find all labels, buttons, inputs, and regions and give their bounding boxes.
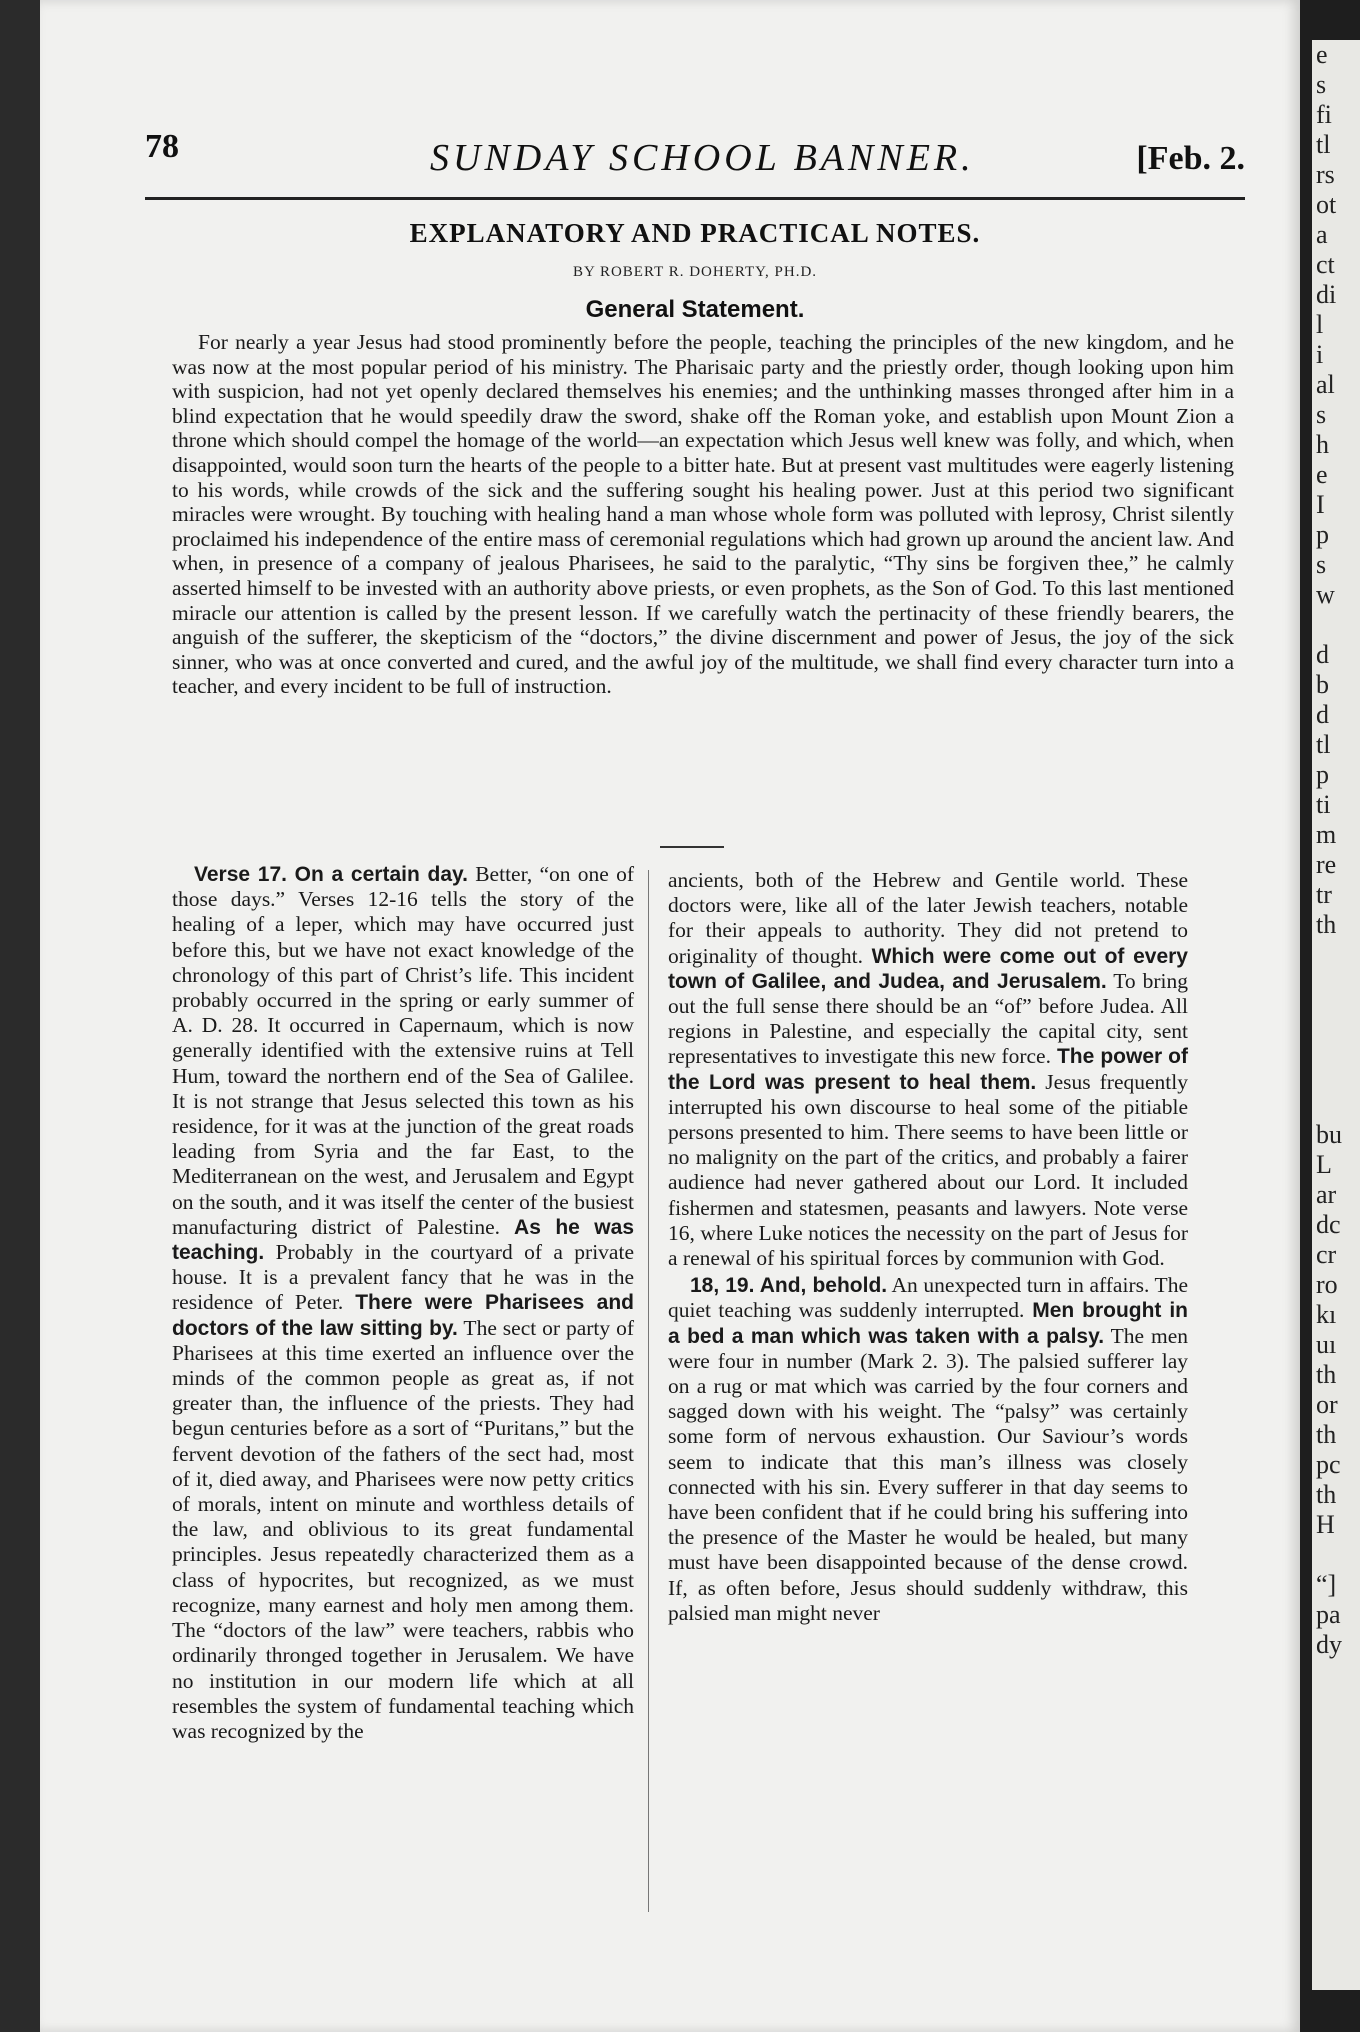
adjacent-page-fragment: i [1316,340,1324,369]
adjacent-page-fragment: re [1316,850,1337,879]
magazine-title: SUNDAY SCHOOL BANNER. [430,137,975,179]
adjacent-page-fragment: L [1316,1150,1332,1179]
adjacent-page-fragment: s [1316,550,1327,579]
phrase-heading: The power of the Lord was present to heal them. [668,1045,1188,1094]
adjacent-page-fragment: b [1316,670,1329,699]
adjacent-page-fragment: th [1316,1420,1337,1449]
adjacent-page-fragment: e [1316,40,1328,69]
right-column [668,868,1188,1626]
adjacent-page-fragment: ot [1316,190,1337,219]
adjacent-page-fragment: p [1316,520,1329,549]
adjacent-page-fragment: fi [1316,100,1332,129]
adjacent-page-fragment: p [1316,760,1329,789]
adjacent-page-fragment: pc [1316,1450,1341,1479]
adjacent-page-fragment [1312,970,1360,1000]
adjacent-page-fragment: ti [1316,790,1331,819]
adjacent-page-fragment: I [1316,490,1325,519]
phrase-heading: There were Pharisees and doctors of the law sitting by. [172,1291,634,1340]
adjacent-page-fragment: “] [1316,1570,1337,1599]
adjacent-page-fragment: tl [1316,130,1331,159]
adjacent-page-fragment: th [1316,910,1337,939]
adjacent-page-fragment: d [1316,700,1329,729]
adjacent-page-fragment: a [1316,220,1328,249]
adjacent-page-fragment: pa [1316,1600,1341,1629]
adjacent-page-fragment: d [1316,640,1329,669]
adjacent-page-fragment: th [1316,1360,1337,1389]
intro-paragraph: For nearly a year Jesus had stood prominently before the people, teaching the principles of the new kingdom, and he was now at the most popular period of his ministry. The Pharisaic party and the priestly order, though looking upon him with suspicion, had not yet openly declared themselves his enemies; and the unthinking masses thronged after him in a blind expectation that he would speedily draw the sword, shake off the Roman yoke, and establish upon Mount Zion a throne which should compel the homage of the world—an expectation which Jesus well knew was folly, and which, when disappointed, would soon turn the hearts of the people to a bitter hate. But at present vast multitudes were eagerly listening to his words, while crowds of the sick and the suffering sought his healing power. Just at this period two significant miracles were wrought. By touching with healing hand a man whose whole form was polluted with leprosy, Christ silently proclaimed his independence of the entire mass of ceremonial regulations which had grown up around the ancient law. And when, in presence of a company of jealous Pharisees, he said to the paralytic, “Thy sins be forgiven thee,” he calmly asserted himself to be invested with an authority above priests, or even prophets, as the Son of God. To this last mentioned miracle our attention is called by the present lesson. If we carefully watch the pertinacity of these friendly bearers, the anguish of the sufferer, the skepticism of the “doctors,” the divine discernment and power of Jesus, the joy of the sick sinner, who was at once converted and cured, and the awful joy of the multitude, we shall find every character turn into a teacher, and every incident to be full of instruction. [172,330,1234,699]
adjacent-page-fragment [1312,1060,1360,1090]
adjacent-page-fragment [1312,1090,1360,1120]
section-heading: General Statement. [585,296,805,323]
body-text: The men were four in number (Mark 2. 3). The palsied sufferer lay on a rug or mat which was carried by the four corners and sagged down with his weight. The “palsy” was certainly some form of nervous exhaustion. Our Saviour’s words seem to indicate that this man’s illness was closely connected with his sin. Every sufferer in that day seems to have been confident that if he could bring his suffering into the presence of the Master he would be healed, but many must have been disappointed because of the dense crowd. If, as often before, Jesus should suddenly withdraw, this palsied man might never [668,1323,1188,1625]
left-column [172,862,634,1744]
adjacent-page-fragment: al [1316,370,1335,399]
phrase-heading: As he was teaching. [172,1215,635,1265]
adjacent-page-fragment: ro [1316,1270,1338,1299]
adjacent-page-fragment: or [1316,1390,1338,1419]
adjacent-page-fragment: ar [1316,1180,1337,1209]
adjacent-page-fragment: s [1316,400,1327,429]
adjacent-page-fragment: m [1316,820,1337,849]
adjacent-page-fragment: uı [1316,1330,1337,1359]
page-number: 78 [145,128,179,165]
adjacent-page-fragment [1312,610,1360,640]
adjacent-page-fragment: tr [1316,880,1332,909]
section-divider [660,846,724,848]
adjacent-page-fragment: di [1316,280,1337,309]
issue-date: [Feb. 2. [1136,140,1245,177]
adjacent-page-fragment: w [1316,580,1335,609]
body-text: Jesus frequently interrupted his own discourse to heal some of the pitiable persons presented to him. There seems to have been little or no malignity on the part of the critics, and probably a fairer audience had never gathered about our Lord. It included fishermen and statesmen, peasants and lawyers. Note verse 16, where Luke notices the necessity on the part of Jesus for a renewal of his spiritual forces by communion with God. [668,1069,1188,1271]
verse-paragraph [668,1273,1188,1626]
article-title: EXPLANATORY AND PRACTICAL NOTES. [409,218,981,248]
body-text: An unexpected turn in affairs. The quiet teaching was suddenly interrupted. [668,1273,1188,1323]
page-header [145,118,1245,188]
adjacent-page-fragment: ct [1316,250,1335,279]
body-text: To bring out the full sense there should be an “of” before Judea. All regions in Palestine, and especially the capital city, sent representatives to investigate this new force. [668,968,1188,1069]
adjacent-page-fragment: dy [1316,1630,1342,1659]
adjacent-page-fragment: bu [1316,1120,1342,1149]
verse-heading: 18, 19. And, behold. [690,1274,888,1298]
adjacent-page-fragment: th [1316,1480,1337,1509]
body-text: Better, “on one of those days.” Verses 12-16 tells the story of the healing of a leper, which may have occurred just before this, but we have not exact knowledge of the chronology of this part of Christ’s life. This incident probably occurred in the spring or early summer of A. D. 28. It occurred in Capernaum, which is now generally identified with the extensive ruins at Tell Hum, toward the northern end of the Sea of Galilee. It is not strange that Jesus selected this town as his residence, for it was at the junction of the great roads leading from Syria and the far East, to the Mediterranean on the west, and Jerusalem and Egypt on the south, and it was itself the center of the busiest manufacturing district of Palestine. [172,862,635,1239]
adjacent-page-fragment [1312,1030,1360,1060]
adjacent-page-fragment: tl [1316,730,1331,759]
adjacent-page-fragment [1312,1000,1360,1030]
adjacent-page-fragment: dc [1316,1210,1341,1239]
adjacent-page-edge [1312,40,1360,1990]
adjacent-page-fragment: e [1316,460,1328,489]
adjacent-page-fragment: s [1316,70,1327,99]
adjacent-page-fragment: h [1316,430,1329,459]
adjacent-page-fragment: kı [1316,1300,1337,1329]
header-rule [145,197,1245,200]
adjacent-page-fragment [1312,1540,1360,1570]
body-text: Probably in the courtyard of a private house. It is a prevalent fancy that he was in the residence of Peter. [172,1240,634,1315]
verse-heading: Verse 17. On a certain day. [194,863,468,886]
article-byline: BY ROBERT R. DOHERTY, PH.D. [572,264,818,280]
adjacent-page-fragment: cr [1316,1240,1337,1269]
adjacent-page-fragment: l [1316,310,1324,339]
adjacent-page-fragment [1312,940,1360,970]
adjacent-page-fragment: rs [1316,160,1335,189]
adjacent-page-fragment: H [1316,1510,1335,1539]
body-text: ancients, both of the Hebrew and Gentile world. These doctors were, like all of the later Jewish teachers, notable for their appeals to authority. They did not pretend to originality of thought. [668,868,1188,968]
phrase-heading: Men brought in a bed a man which was taken with a palsy. [668,1299,1188,1348]
body-text: The sect or party of Pharisees at this time exerted an influence over the minds of the common people as great as, if not greater than, the influence of the priests. They had begun centuries before as a sort of “Puritans,” but the fervent devotion of the fathers of the sect had, most of it, died away, and Pharisees were now petty critics of morals, intent on minute and worthless details of the law, and oblivious to its great fundamental principles. Jesus repeatedly characterized them as a class of hypocrites, but recognized, as we must recognize, many earnest and holy men among them. The “doctors of the law” were teachers, rabbis who ordinarily thronged together in Jerusalem. We have no institution in our modern life which at all resembles the system of fundamental teaching which was recognized by the [172,1315,634,1743]
column-rule [648,870,649,1912]
phrase-heading: Which were come out of every town of Galilee, and Judea, and Jerusalem. [668,944,1188,993]
